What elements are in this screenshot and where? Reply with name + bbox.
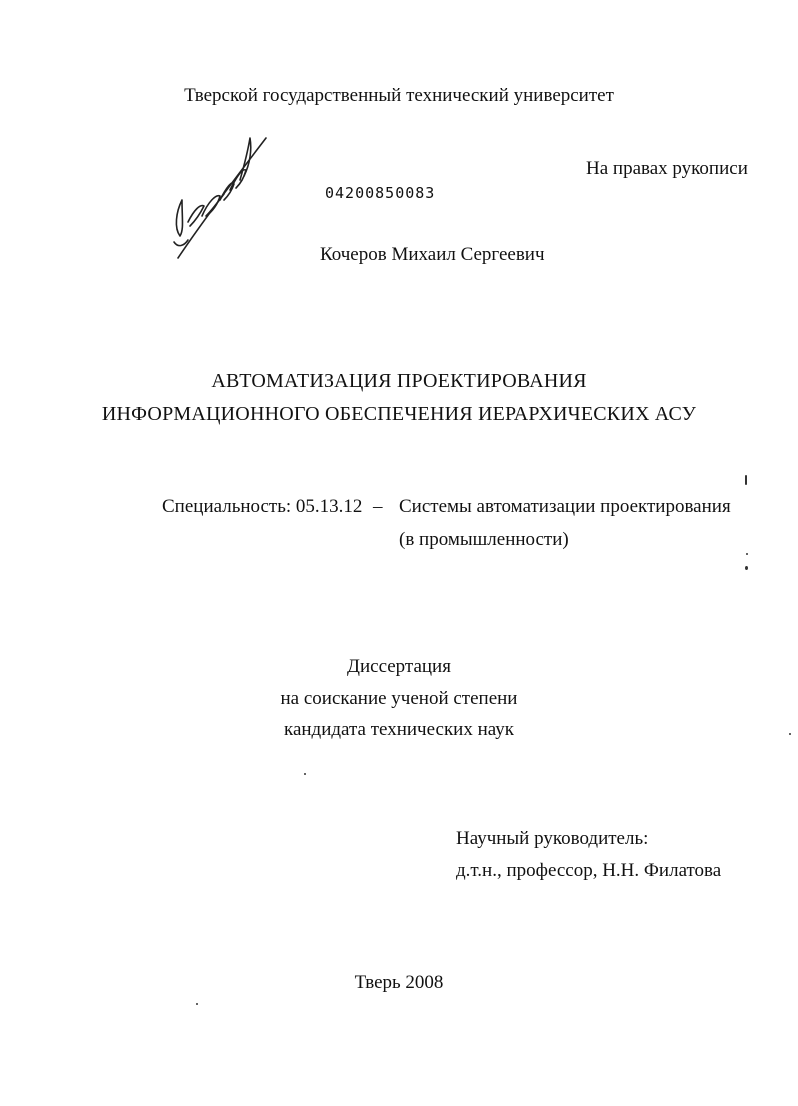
- thesis-title-line-1: АВТОМАТИЗАЦИЯ ПРОЕКТИРОВАНИЯ: [211, 370, 587, 392]
- document-number: 04200850083: [325, 184, 436, 202]
- scan-speck: [745, 475, 747, 485]
- scan-speck: [304, 773, 306, 775]
- scan-speck: [196, 1003, 198, 1005]
- specialty-dash: –: [373, 496, 383, 517]
- degree-line-3: кандидата технических наук: [284, 719, 514, 740]
- scan-speck: [746, 553, 748, 555]
- supervisor-label: Научный руководитель:: [456, 828, 649, 849]
- supervisor-name: д.т.н., профессор, Н.Н. Филатова: [456, 860, 722, 881]
- specialty-name-line-1: Системы автоматизации проектирования: [399, 496, 731, 517]
- scan-speck: [745, 566, 748, 570]
- manuscript-note: На правах рукописи: [586, 158, 748, 179]
- university-name: Тверской государственный технический университет: [184, 85, 614, 106]
- specialty-label: Специальность: 05.13.12: [162, 496, 363, 517]
- degree-line-2: на соискание ученой степени: [280, 688, 518, 709]
- thesis-title-line-2: ИНФОРМАЦИОННОГО ОБЕСПЕЧЕНИЯ ИЕРАРХИЧЕСКИХ АСУ: [101, 403, 697, 425]
- scan-speck: [789, 733, 791, 735]
- specialty-name-line-2: (в промышленности): [399, 529, 569, 550]
- author-name: Кочеров Михаил Сергеевич: [320, 244, 545, 265]
- degree-line-1: Диссертация: [347, 656, 451, 677]
- city-year: Тверь 2008: [354, 972, 444, 993]
- handwritten-signature-icon: [160, 130, 280, 265]
